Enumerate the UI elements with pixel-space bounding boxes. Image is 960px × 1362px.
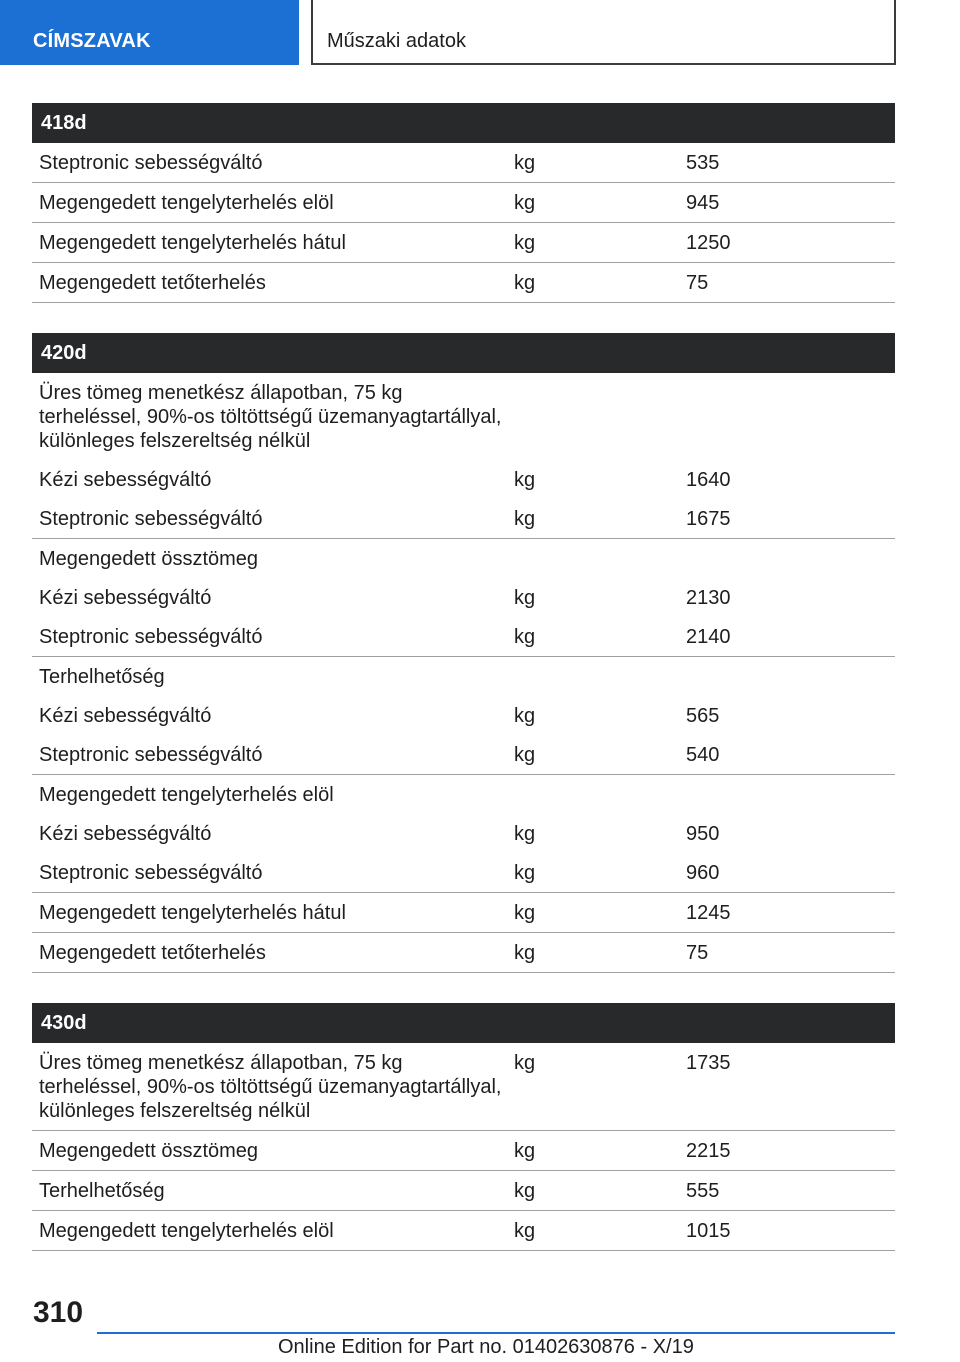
- row-unit: kg: [514, 272, 536, 294]
- row-value: 950: [686, 823, 720, 845]
- row-label: Megengedett tengelyterhelés hátul: [39, 902, 346, 924]
- row-label: Megengedett tetőterhelés: [39, 942, 266, 964]
- table-row: [32, 578, 895, 617]
- page-number: 310: [33, 1296, 84, 1329]
- table-row: [32, 1043, 895, 1131]
- row-label: Terhelhetőség: [39, 666, 165, 688]
- row-label: Kézi sebességváltó: [39, 469, 212, 491]
- row-unit: kg: [514, 1052, 536, 1074]
- row-label: Kézi sebességváltó: [39, 587, 212, 609]
- table-row: [32, 853, 895, 893]
- row-value: 75: [686, 272, 709, 294]
- row-value: 565: [686, 705, 720, 727]
- row-label: Kézi sebességváltó: [39, 823, 212, 845]
- row-unit: kg: [514, 587, 536, 609]
- row-value: 555: [686, 1180, 720, 1202]
- row-label: Steptronic sebességváltó: [39, 508, 263, 530]
- table-row: [32, 893, 895, 933]
- row-label: Megengedett össztömeg: [39, 548, 259, 570]
- table-row: [32, 223, 895, 263]
- footer-divider: [97, 1332, 895, 1334]
- row-label: Terhelhetőség: [39, 1180, 165, 1202]
- row-label: Steptronic sebességváltó: [39, 862, 263, 884]
- row-unit: kg: [514, 469, 536, 491]
- row-value: [680, 783, 895, 807]
- row-value: 960: [686, 862, 720, 884]
- row-value: [680, 547, 895, 571]
- row-unit: kg: [514, 508, 536, 530]
- section-tab-cimszavak[interactable]: CÍMSZAVAK: [0, 0, 299, 65]
- table-row: [32, 143, 895, 183]
- table-row: [32, 617, 895, 657]
- table-row: [32, 775, 895, 814]
- row-value: 75: [686, 942, 709, 964]
- row-unit: kg: [514, 823, 536, 845]
- row-value: 535: [686, 152, 720, 174]
- row-value: [680, 381, 895, 453]
- row-label: Megengedett tengelyterhelés hátul: [39, 232, 346, 254]
- row-unit: [506, 783, 680, 807]
- table-row: [32, 657, 895, 696]
- table-row: [32, 499, 895, 539]
- row-label: Megengedett tetőterhelés: [39, 272, 266, 294]
- row-unit: kg: [514, 862, 536, 884]
- row-label: Üres tömeg menetkész állapotban, 75 kg terheléssel, 90%-os töltöttségű üzemanyagtartállyal, különleges felszereltség nélkül: [39, 1052, 502, 1122]
- row-value: 2140: [686, 626, 731, 648]
- row-unit: kg: [514, 1220, 536, 1242]
- row-value: 945: [686, 192, 720, 214]
- row-unit: [506, 381, 680, 453]
- spec-section: [32, 103, 895, 303]
- row-value: 1245: [686, 902, 731, 924]
- table-row: [32, 460, 895, 499]
- row-value: 540: [686, 744, 720, 766]
- row-label: Megengedett össztömeg: [39, 1140, 259, 1162]
- table-row: [32, 1211, 895, 1251]
- table-row: [32, 1131, 895, 1171]
- table-row: [32, 1171, 895, 1211]
- row-label: Kézi sebességváltó: [39, 705, 212, 727]
- row-label: Steptronic sebességváltó: [39, 744, 263, 766]
- row-value: 1015: [686, 1220, 731, 1242]
- row-unit: kg: [514, 626, 536, 648]
- chapter-title: Műszaki adatok: [311, 0, 896, 65]
- row-value: [680, 665, 895, 689]
- row-label: Üres tömeg menetkész állapotban, 75 kg terheléssel, 90%-os töltöttségű üzemanyagtartállyal, különleges felszereltség nélkül: [39, 382, 502, 452]
- row-label: Steptronic sebességváltó: [39, 626, 263, 648]
- row-unit: kg: [514, 232, 536, 254]
- row-unit: kg: [514, 1180, 536, 1202]
- section-header: 418d: [32, 103, 895, 143]
- row-unit: [506, 547, 680, 571]
- table-row: [32, 735, 895, 775]
- row-value: 2130: [686, 587, 731, 609]
- specs-tables: [32, 103, 895, 1281]
- row-value: 2215: [686, 1140, 731, 1162]
- row-value: 1640: [686, 469, 731, 491]
- row-value: 1675: [686, 508, 731, 530]
- row-unit: kg: [514, 1140, 536, 1162]
- row-label: Megengedett tengelyterhelés elöl: [39, 192, 334, 214]
- table-row: [32, 263, 895, 303]
- table-row: [32, 183, 895, 223]
- row-unit: [506, 665, 680, 689]
- spec-section: [32, 1003, 895, 1251]
- footer-edition: Online Edition for Part no. 01402630876 - X/19: [278, 1336, 694, 1358]
- table-row: [32, 814, 895, 853]
- table-row: [32, 933, 895, 973]
- row-unit: kg: [514, 902, 536, 924]
- row-unit: kg: [514, 192, 536, 214]
- row-unit: kg: [514, 152, 536, 174]
- row-value: 1735: [686, 1052, 731, 1074]
- row-label: Megengedett tengelyterhelés elöl: [39, 784, 334, 806]
- spec-section: [32, 333, 895, 973]
- table-row: [32, 373, 895, 460]
- row-value: 1250: [686, 232, 731, 254]
- section-header: 430d: [32, 1003, 895, 1043]
- table-row: [32, 539, 895, 578]
- row-unit: kg: [514, 744, 536, 766]
- row-unit: kg: [514, 942, 536, 964]
- section-header: 420d: [32, 333, 895, 373]
- row-unit: kg: [514, 705, 536, 727]
- row-label: Steptronic sebességváltó: [39, 152, 263, 174]
- row-label: Megengedett tengelyterhelés elöl: [39, 1220, 334, 1242]
- table-row: [32, 696, 895, 735]
